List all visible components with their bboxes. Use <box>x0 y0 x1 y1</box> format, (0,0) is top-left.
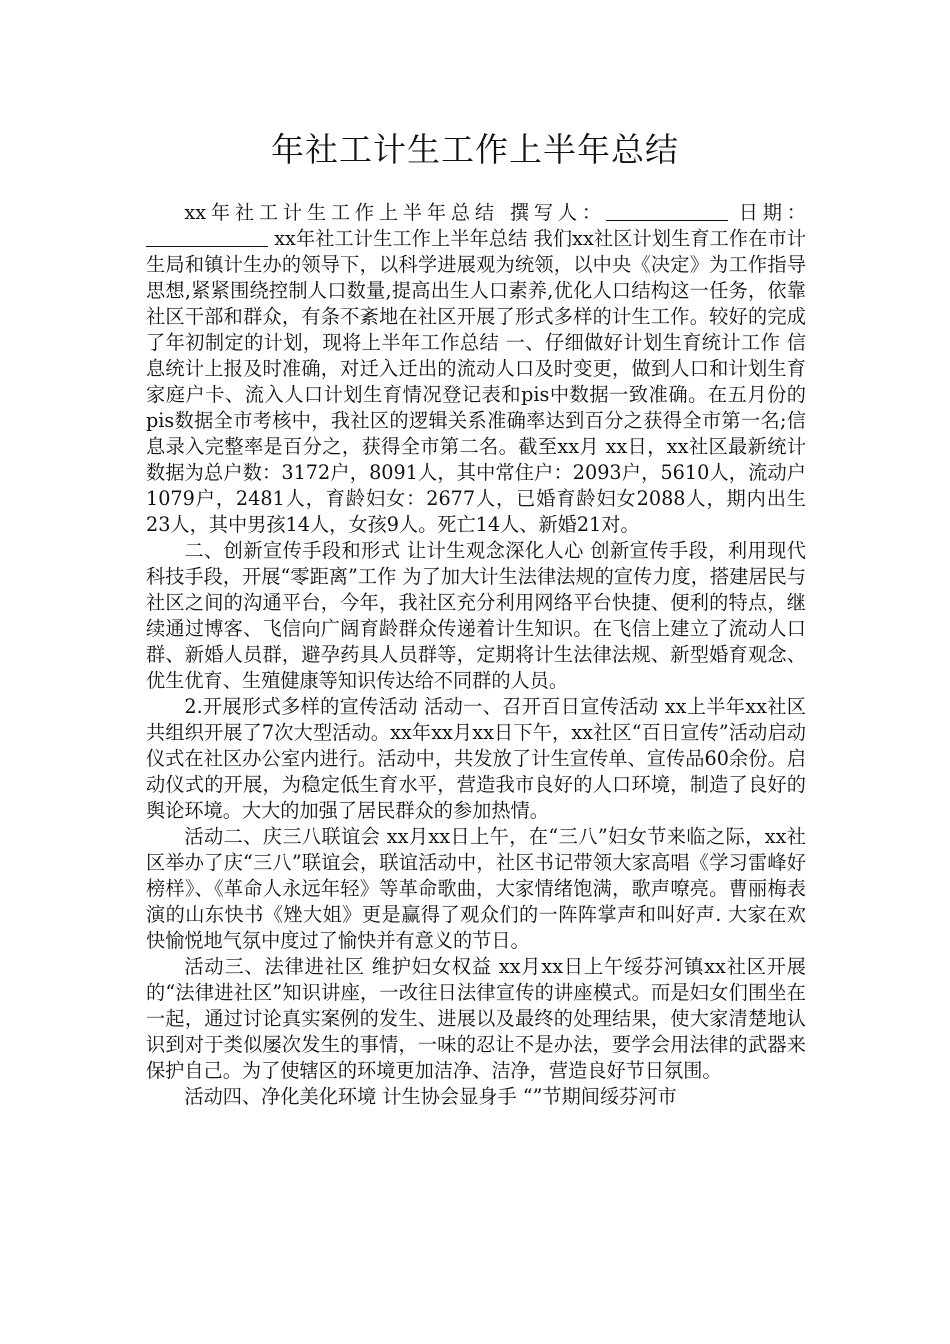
author-label: xx年社工计生工作上半年总结 撰写人： <box>184 201 606 224</box>
paragraph-activity-four: 活动四、净化美化环境 计生协会显身手 “”节期间绥芬河市 <box>184 1085 677 1108</box>
paragraph-publicity: 二、创新宣传手段和形式 让计生观念深化人心 创新宣传手段，利用现代科技手段，开展“零距离”工作 为了加大计生法律法规的宣传力度，搭建居民与社区之间的沟通平台，今年，我社区充分利用网络平台快捷、便利的特点，继续通过博客、飞信向广阔育龄群众传递着计生知识。在飞信上建立了流动人口群、新婚人员群，避孕药具人员群等，定期将计生法律法规、新型婚育观念、优生优育、生殖健康等知识传达给不同群的人员。 <box>146 539 806 692</box>
document-title: 年社工计生工作上半年总结 <box>271 130 679 169</box>
document-body <box>146 200 806 1110</box>
paragraph-activity-one: 2.开展形式多样的宣传活动 活动一、召开百日宣传活动 xx上半年xx社区共组织开展了7次大型活动。xx年xx月xx日下午，xx社区“百日宣传”活动启动仪式在社区办公室内进行。活动中，共发放了计生宣传单、宣传品60余份。启动仪式的开展，为稳定低生育水平，营造我市良好的人口环境，制造了良好的舆论环境。大大的加强了居民群众的参加热情。 <box>146 695 806 822</box>
paragraph-activity-two: 活动二、庆三八联谊会 xx月xx日上午，在“三八”妇女节来临之际，xx社区举办了庆“三八”联谊会，联谊活动中，社区书记带领大家高唱《学习雷峰好榜样》、《革命人永远年轻》等革命歌曲，大家情绪饱满，歌声嘹亮。曹丽梅表演的山东快书《矬大姐》更是赢得了观众们的一阵阵掌声和叫好声. 大家在欢快愉悦地气氛中度过了愉快并有意义的节日。 <box>146 825 806 952</box>
date-blank <box>146 228 268 247</box>
opening-text: xx年社工计生工作上半年总结 我们xx社区计划生育工作在市计生局和镇计生办的领导下，以科学进展观为统领，以中央《决定》为工作指导思想,紧紧围绕控制人口数量,提高出生人口素养,优化人口结构这一任务，依靠社区干部和群众，有条不紊地在社区开展了形式多样的计生工作。较好的完成了年初制定的计划，现将上半年工作总结 一、仔细做好计划生育统计工作 信息统计上报及时准确，对迁入迁出的流动人口及时变更，做到人口和计划生育家庭户卡、流入人口计划生育情况登记表和pis中数据一致准确。在五月份的pis数据全市考核中，我社区的逻辑关系准确率达到百分之获得全市第一名;信息录入完整率是百分之，获得全市第二名。截至xx月 xx日，xx社区最新统计数据为总户数：3172户，8091人，其中常住户：2093户，5610人，流动户1079户，2481人，育龄妇女：2677人，已婚育龄妇女2088人，期内出生23人，其中男孩14人，女孩9人。死亡14人、新婚21对。 <box>146 227 806 536</box>
paragraph-activity-three: 活动三、法律进社区 维护妇女权益 xx月xx日上午绥芬河镇xx社区开展的“法律进社区”知识讲座，一改往日法律宣传的讲座模式。而是妇女们围坐在一起，通过讨论真实案例的发生、进展以及最终的处理结果，使大家清楚地认识到对于类似屡次发生的事情，一味的忍让不是办法，要学会用法律的武器来保护自己。为了使辖区的环境更加洁净、洁净，营造良好节日氛围。 <box>146 955 806 1082</box>
date-label: 日期： <box>738 201 806 224</box>
author-blank <box>606 202 728 221</box>
opening-paragraph <box>146 200 806 538</box>
